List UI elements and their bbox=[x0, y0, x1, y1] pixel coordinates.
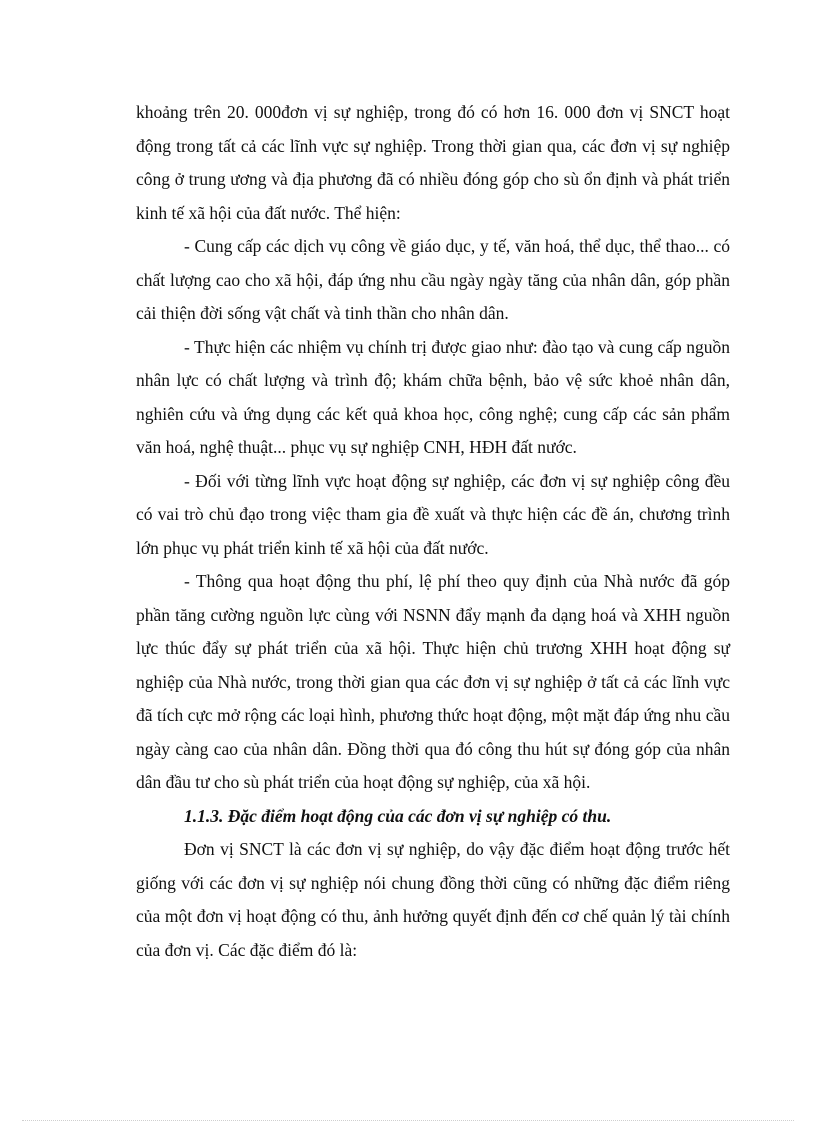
paragraph-bullet-services: - Cung cấp các dịch vụ công về giáo dục, y tế, văn hoá, thể dục, thể thao... có chất lượng cao cho xã hội, đáp ứng nhu cầu ngày ngày tăng của nhân dân, góp phần cải thiện đời sống vật chất và tinh thần cho nhân dân. bbox=[136, 236, 730, 323]
section-heading: 1.1.3. Đặc điểm hoạt động của các đơn vị sự nghiệp có thu. bbox=[184, 805, 612, 826]
paragraph-bullet-political-tasks: - Thực hiện các nhiệm vụ chính trị được giao như: đào tạo và cung cấp nguồn nhân lực có chất lượng và trình độ; khám chữa bệnh, bảo vệ sức khoẻ nhân dân, nghiên cứu và ứng dụng các kết quả khoa học, công nghệ; cung cấp các sản phẩm văn hoá, nghệ thuật... phục vụ sự nghiệp CNH, HĐH đất nước. bbox=[136, 336, 730, 457]
document-body bbox=[136, 96, 730, 967]
paragraph-intro: khoảng trên 20. 000đơn vị sự nghiệp, trong đó có hơn 16. 000 đơn vị SNCT hoạt động trong tất cả các lĩnh vực sự nghiệp. Trong thời gian qua, các đơn vị sự nghiệp công ở trung ương và địa phương đã có nhiều đóng góp cho sù ổn định và phát triển kinh tế xã hội của đất nước. Thể hiện: bbox=[136, 102, 730, 223]
page-bottom-divider bbox=[22, 1120, 794, 1121]
paragraph-bullet-leading-role: - Đối với từng lĩnh vực hoạt động sự nghiệp, các đơn vị sự nghiệp công đều có vai trò chủ đạo trong việc tham gia đề xuất và thực hiện các đề án, chương trình lớn phục vụ phát triển kinh tế xã hội của đất nước. bbox=[136, 470, 730, 558]
paragraph-bullet-fees: - Thông qua hoạt động thu phí, lệ phí theo quy định của Nhà nước đã góp phần tăng cường nguồn lực cùng với NSNN đẩy mạnh đa dạng hoá và XHH nguồn lực thúc đẩy sự phát triển của xã hội. Thực hiện chủ trương XHH hoạt động sự nghiệp của Nhà nước, trong thời gian qua các đơn vị sự nghiệp ở tất cả các lĩnh vực đã tích cực mở rộng các loại hình, phương thức hoạt động, một mặt đáp ứng nhu cầu ngày càng cao của nhân dân. Đồng thời qua đó công thu hút sự đóng góp của nhân dân đầu tư cho sù phát triển của hoạt động sự nghiệp, của xã hội. bbox=[136, 571, 730, 792]
paragraph-section-body: Đơn vị SNCT là các đơn vị sự nghiệp, do vậy đặc điểm hoạt động trước hết giống với các đơn vị sự nghiệp nói chung đồng thời cũng có những đặc điểm riêng của một đơn vị hoạt động có thu, ảnh hưởng quyết định đến cơ chế quản lý tài chính của đơn vị. Các đặc điểm đó là: bbox=[136, 839, 730, 960]
